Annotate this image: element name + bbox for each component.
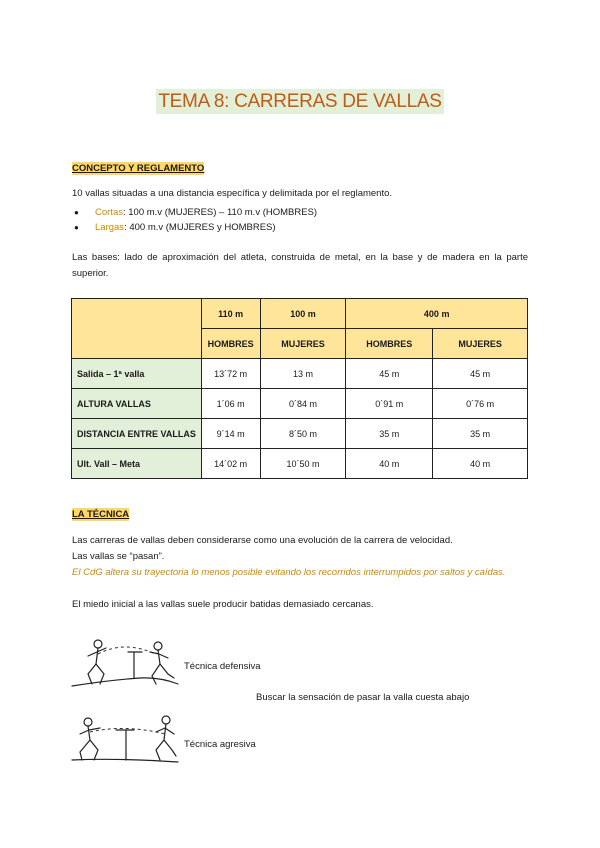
technique-p3: El CdG altera su trayectoria lo menos posible evitando los recorridos interrumpidos por saltos y caídas. — [72, 567, 506, 578]
technique-p2: Las vallas se “pasan”. — [72, 551, 165, 562]
bases-text: Las bases: lado de aproximación del atleta, construida de metal, en la base y de madera en la parte superior. — [72, 252, 528, 279]
distance-list — [72, 205, 317, 235]
section-heading-tecnica: LA TÉCNICA — [72, 509, 130, 520]
table-row: DISTANCIA ENTRE VALLAS 9´14 m 8´50 m 35 m 35 m — [72, 419, 528, 449]
page-title: TEMA 8: CARRERAS DE VALLAS — [158, 91, 442, 112]
table-header: 110 m — [201, 299, 260, 329]
table-subheader: MUJERES — [433, 329, 528, 359]
table-row: Salida – 1ª valla 13´72 m 13 m 45 m 45 m — [72, 359, 528, 389]
table-subheader: MUJERES — [260, 329, 346, 359]
table-subheader: HOMBRES — [201, 329, 260, 359]
section-heading-concepto: CONCEPTO Y REGLAMENTO — [72, 163, 205, 174]
table-subheader: HOMBRES — [346, 329, 433, 359]
aggressive-technique-sketch — [70, 706, 180, 768]
table-header: 400 m — [346, 299, 528, 329]
defensive-technique-sketch — [70, 634, 180, 694]
aggressive-label: Técnica agresiva — [184, 739, 256, 750]
list-item: ● Cortas: 100 m.v (MUJERES) – 110 m.v (HOMBRES) — [72, 205, 317, 220]
intro-text: 10 vallas situadas a una distancia específica y delimitada por el reglamento. — [72, 188, 393, 199]
technique-p4: El miedo inicial a las vallas suele producir batidas demasiado cercanas. — [72, 599, 374, 610]
table-header: 100 m — [260, 299, 346, 329]
hurdles-table — [71, 298, 528, 479]
list-item: ● Largas: 400 m.v (MUJERES y HOMBRES) — [72, 220, 317, 235]
table-row: Ult. Vall – Meta 14´02 m 10´50 m 40 m 40 m — [72, 449, 528, 479]
technique-p1: Las carreras de vallas deben considerarse como una evolución de la carrera de velocidad. — [72, 535, 453, 546]
table-corner — [72, 299, 202, 359]
downhill-label: Buscar la sensación de pasar la valla cuesta abajo — [256, 692, 470, 703]
table-row: ALTURA VALLAS 1´06 m 0´84 m 0´91 m 0´76 m — [72, 389, 528, 419]
defensive-label: Técnica defensiva — [184, 661, 261, 672]
